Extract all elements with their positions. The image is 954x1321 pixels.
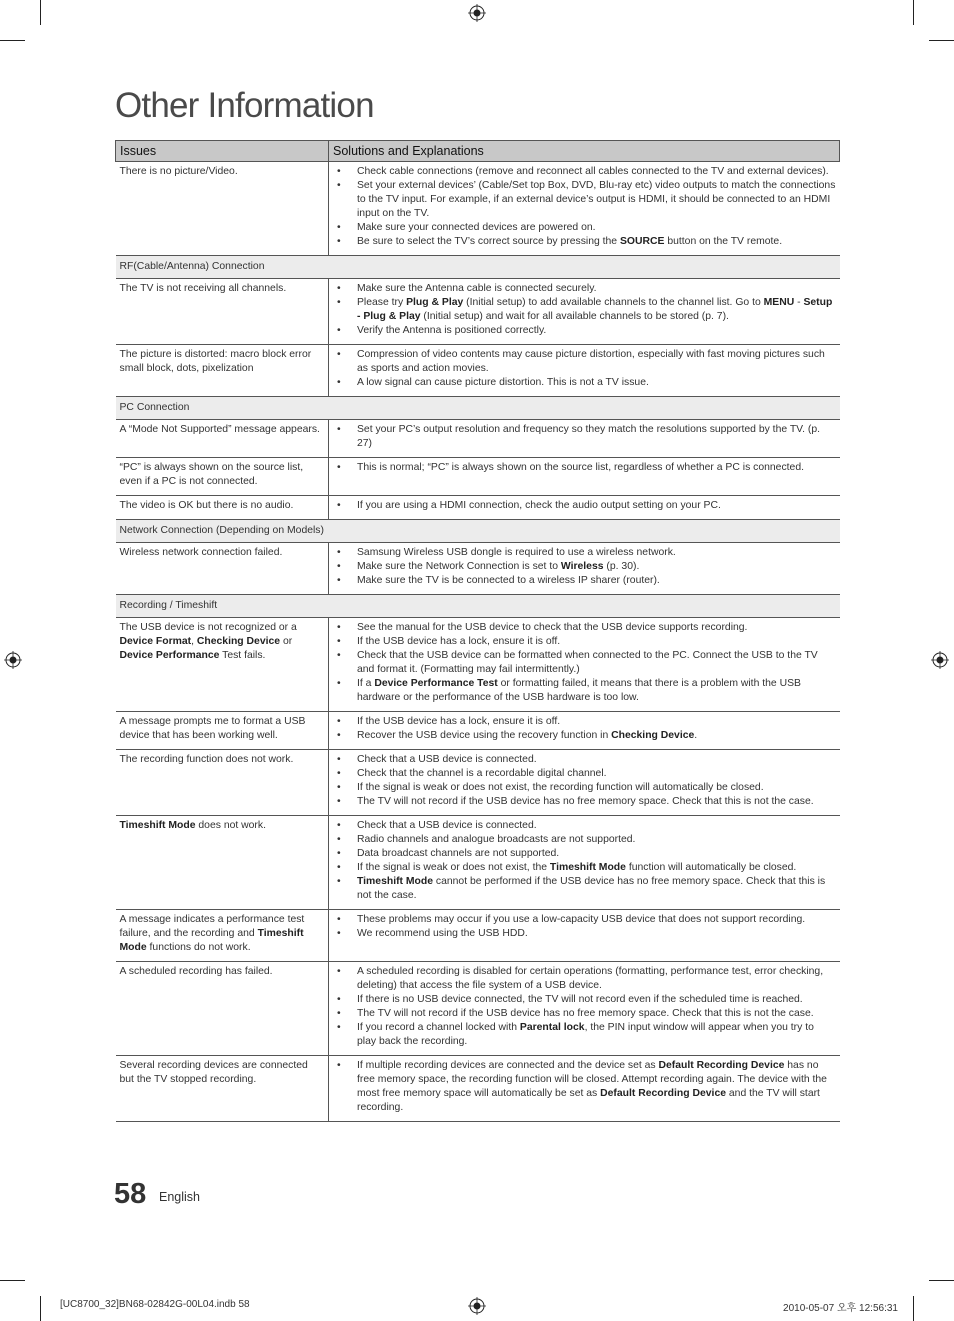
- text-span: Radio channels and analogue broadcasts are not supported.: [357, 834, 636, 845]
- bullet-icon: •: [337, 650, 341, 661]
- list-item: [337, 1021, 836, 1049]
- page-title: Other Information: [115, 86, 374, 125]
- table-row: [116, 618, 840, 712]
- crop-mark: [0, 40, 25, 41]
- list-item: [337, 715, 836, 729]
- list-item: [337, 1059, 836, 1115]
- list-item: [337, 499, 836, 513]
- solutions-cell: [329, 279, 840, 345]
- bullet-icon: •: [337, 1060, 341, 1071]
- bold-text: Wireless: [560, 561, 604, 572]
- text-span: A scheduled recording is disabled for certain operations (formatting, performance test, error checking, deleting) that access the file system of a USB device.: [357, 966, 824, 991]
- text-span: Set your PC’s output resolution and frequency so they match the resolutions supported by the TV. (p. 27): [357, 424, 821, 449]
- list-item: [337, 965, 836, 993]
- bold-text: SOURCE: [619, 236, 665, 247]
- table-row: [116, 962, 840, 1056]
- bold-text: Default Recording Device: [658, 1060, 785, 1071]
- solutions-list: [333, 965, 836, 1049]
- list-item: [337, 729, 836, 743]
- solutions-list: [333, 753, 836, 809]
- bold-text: Setup - Plug & Play: [357, 297, 833, 322]
- crop-mark: [913, 1296, 914, 1321]
- bullet-icon: •: [337, 862, 341, 873]
- section-header-row: [116, 595, 840, 618]
- solutions-list: [333, 546, 836, 588]
- list-item: [337, 423, 836, 451]
- crop-mark: [929, 1280, 954, 1281]
- bold-text: Timeshift Mode: [549, 862, 626, 873]
- text-span: (Initial setup) to add available channels to the channel list. Go to: [463, 297, 764, 308]
- text-span: -: [794, 297, 804, 308]
- bold-text: MENU: [763, 297, 795, 308]
- issue-cell: [116, 162, 329, 256]
- solutions-list: [333, 282, 836, 338]
- text-span: The video is OK but there is no audio.: [119, 500, 294, 511]
- bullet-icon: •: [337, 547, 341, 558]
- solutions-list: [333, 165, 836, 249]
- bold-text: Timeshift Mode: [119, 928, 304, 953]
- text-span: button on the TV remote.: [664, 236, 783, 247]
- text-span: Samsung Wireless USB dongle is required to use a wireless network.: [357, 547, 676, 558]
- solutions-cell: [329, 962, 840, 1056]
- issue-cell: [116, 750, 329, 816]
- text-span: Check that a USB device is connected.: [357, 820, 537, 831]
- bullet-icon: •: [337, 796, 341, 807]
- text-span: These problems may occur if you use a low-capacity USB device that does not support recording.: [357, 914, 806, 925]
- bold-text: Checking Device: [196, 636, 281, 647]
- section-title: Network Connection (Depending on Models): [116, 520, 840, 543]
- table-row: [116, 279, 840, 345]
- crop-mark: [40, 0, 41, 25]
- text-span: (p. 30).: [603, 561, 640, 572]
- list-item: [337, 461, 836, 475]
- text-span: If the signal is weak or does not exist, the recording function will automatically be closed.: [357, 782, 764, 793]
- bullet-icon: •: [337, 377, 341, 388]
- list-item: [337, 324, 836, 338]
- solutions-cell: [329, 458, 840, 496]
- text-span: Check cable connections (remove and reconnect all cables connected to the TV and external devices).: [357, 166, 829, 177]
- solutions-cell: [329, 816, 840, 910]
- table-row: [116, 345, 840, 397]
- text-span: functions do not work.: [146, 942, 251, 953]
- bullet-icon: •: [337, 768, 341, 779]
- text-span: Data broadcast channels are not supported.: [357, 848, 560, 859]
- list-item: [337, 348, 836, 376]
- list-item: [337, 927, 836, 941]
- bullet-icon: •: [337, 716, 341, 727]
- bullet-icon: •: [337, 166, 341, 177]
- section-title: PC Connection: [116, 397, 840, 420]
- bold-text: Device Performance Test: [374, 678, 498, 689]
- bullet-icon: •: [337, 500, 341, 511]
- text-span: A “Mode Not Supported” message appears.: [119, 424, 320, 435]
- registration-mark-icon: [931, 651, 949, 669]
- registration-mark-icon: [468, 4, 486, 22]
- bold-text: Plug & Play: [406, 297, 464, 308]
- bullet-icon: •: [337, 180, 341, 191]
- bold-text: Timeshift Mode: [119, 820, 196, 831]
- bold-text: Timeshift Mode: [357, 876, 434, 887]
- bullet-icon: •: [337, 876, 341, 887]
- table-body: [116, 162, 840, 1122]
- list-item: [337, 165, 836, 179]
- bullet-icon: •: [337, 222, 341, 233]
- column-header-issues: Issues: [116, 141, 329, 162]
- issue-cell: [116, 345, 329, 397]
- list-item: [337, 621, 836, 635]
- text-span: If the signal is weak or does not exist, the: [357, 862, 550, 873]
- text-span: Make sure your connected devices are powered on.: [357, 222, 596, 233]
- text-span: If there is no USB device connected, the TV will not record even if the scheduled time is reached.: [357, 994, 803, 1005]
- text-span: Several recording devices are connected but the TV stopped recording.: [119, 1060, 308, 1085]
- table-row: [116, 162, 840, 256]
- table-row: [116, 420, 840, 458]
- table-row: [116, 816, 840, 910]
- crop-mark: [929, 40, 954, 41]
- bullet-icon: •: [337, 283, 341, 294]
- issue-cell: [116, 816, 329, 910]
- crop-mark: [40, 1296, 41, 1321]
- text-span: The picture is distorted: macro block error small block, dots, pixelization: [119, 349, 312, 374]
- solutions-list: [333, 715, 836, 743]
- bold-text: Device Performance: [119, 650, 220, 661]
- solutions-cell: [329, 543, 840, 595]
- text-span: There is no picture/Video.: [119, 166, 238, 177]
- text-span: See the manual for the USB device to check that the USB device supports recording.: [357, 622, 748, 633]
- text-span: Recover the USB device using the recovery function in: [357, 730, 612, 741]
- solutions-cell: [329, 496, 840, 520]
- bullet-icon: •: [337, 236, 341, 247]
- bullet-icon: •: [337, 678, 341, 689]
- section-header-row: [116, 397, 840, 420]
- bullet-icon: •: [337, 622, 341, 633]
- text-span: The TV is not receiving all channels.: [119, 283, 287, 294]
- bold-text: Parental lock: [519, 1022, 585, 1033]
- bold-text: Device Format: [119, 636, 192, 647]
- list-item: [337, 913, 836, 927]
- list-item: [337, 847, 836, 861]
- text-span: If you record a channel locked with: [357, 1022, 520, 1033]
- text-span: A message indicates a performance test failure, and the recording and: [119, 914, 305, 939]
- list-item: [337, 1007, 836, 1021]
- bullet-icon: •: [337, 575, 341, 586]
- text-span: cannot be performed if the USB device has no free memory space. Check that this is not the case.: [357, 876, 826, 901]
- text-span: Wireless network connection failed.: [119, 547, 283, 558]
- table-row: [116, 910, 840, 962]
- text-span: Check that the channel is a recordable digital channel.: [357, 768, 607, 779]
- table-row: [116, 750, 840, 816]
- text-span: Please try: [357, 297, 407, 308]
- text-span: or: [280, 636, 293, 647]
- solutions-cell: [329, 618, 840, 712]
- list-item: [337, 875, 836, 903]
- solutions-cell: [329, 420, 840, 458]
- bullet-icon: •: [337, 297, 341, 308]
- crop-mark: [913, 0, 914, 25]
- bullet-icon: •: [337, 848, 341, 859]
- bullet-icon: •: [337, 1008, 341, 1019]
- crop-mark: [0, 1280, 25, 1281]
- list-item: [337, 781, 836, 795]
- bullet-icon: •: [337, 914, 341, 925]
- list-item: [337, 376, 836, 390]
- solutions-cell: [329, 162, 840, 256]
- footer-file-info: [UC8700_32]BN68-02842G-00L04.indb 58: [60, 1299, 250, 1310]
- list-item: [337, 282, 836, 296]
- text-span: Make sure the TV is be connected to a wireless IP sharer (router).: [357, 575, 660, 586]
- text-span: does not work.: [195, 820, 266, 831]
- list-item: [337, 560, 836, 574]
- solutions-list: [333, 423, 836, 451]
- solutions-cell: [329, 910, 840, 962]
- bullet-icon: •: [337, 325, 341, 336]
- bullet-icon: •: [337, 834, 341, 845]
- issue-cell: [116, 1056, 329, 1122]
- bold-text: Default Recording Device: [600, 1088, 726, 1099]
- text-span: (Initial setup) and wait for all available channels to be stored (p. 7).: [420, 311, 729, 322]
- solutions-cell: [329, 750, 840, 816]
- issue-cell: [116, 712, 329, 750]
- page-language: English: [159, 1190, 200, 1204]
- text-span: The TV will not record if the USB device has no free memory space. Check that this is not the case.: [357, 796, 814, 807]
- text-span: The USB device is not recognized or a: [119, 622, 297, 633]
- registration-mark-icon: [468, 1297, 486, 1315]
- text-span: Be sure to select the TV’s correct source by pressing the: [357, 236, 620, 247]
- list-item: [337, 649, 836, 677]
- text-span: Make sure the Antenna cable is connected securely.: [357, 283, 597, 294]
- solutions-list: [333, 461, 836, 475]
- bullet-icon: •: [337, 730, 341, 741]
- table-row: [116, 1056, 840, 1122]
- solutions-list: [333, 621, 836, 705]
- text-span: The TV will not record if the USB device has no free memory space. Check that this is not the case.: [357, 1008, 814, 1019]
- section-header-row: [116, 520, 840, 543]
- bullet-icon: •: [337, 424, 341, 435]
- column-header-solutions: Solutions and Explanations: [329, 141, 840, 162]
- list-item: [337, 635, 836, 649]
- solutions-cell: [329, 1056, 840, 1122]
- list-item: [337, 574, 836, 588]
- solutions-list: [333, 819, 836, 903]
- text-span: .: [694, 730, 698, 741]
- text-span: and the TV will start recording.: [357, 1088, 820, 1113]
- table-row: [116, 458, 840, 496]
- solutions-list: [333, 348, 836, 390]
- section-header-row: [116, 256, 840, 279]
- list-item: [337, 677, 836, 705]
- issue-cell: [116, 279, 329, 345]
- solutions-list: [333, 1059, 836, 1115]
- text-span: A message prompts me to format a USB device that has been working well.: [119, 716, 306, 741]
- issue-cell: [116, 618, 329, 712]
- text-span: Test fails.: [219, 650, 266, 661]
- text-span: If the USB device has a lock, ensure it is off.: [357, 636, 561, 647]
- list-item: [337, 179, 836, 221]
- text-span: Compression of video contents may cause picture distortion, especially with fast moving pictures such as sports and action movies.: [357, 349, 825, 374]
- issue-cell: [116, 496, 329, 520]
- list-item: [337, 753, 836, 767]
- list-item: [337, 833, 836, 847]
- issue-cell: [116, 910, 329, 962]
- bullet-icon: •: [337, 928, 341, 939]
- registration-mark-icon: [4, 651, 22, 669]
- table-header-row: [116, 141, 840, 162]
- issue-cell: [116, 458, 329, 496]
- bullet-icon: •: [337, 561, 341, 572]
- text-span: This is normal; “PC” is always shown on the source list, regardless of whether a PC is connected.: [357, 462, 804, 473]
- text-span: If a: [357, 678, 375, 689]
- list-item: [337, 546, 836, 560]
- text-span: or formatting failed, it means that there is a problem with the USB hardware or the performance of the USB hardware is too low.: [357, 678, 801, 703]
- bullet-icon: •: [337, 820, 341, 831]
- bullet-icon: •: [337, 636, 341, 647]
- list-item: [337, 861, 836, 875]
- list-item: [337, 819, 836, 833]
- list-item: [337, 795, 836, 809]
- bullet-icon: •: [337, 349, 341, 360]
- text-span: Set your external devices’ (Cable/Set top Box, DVD, Blu-ray etc) video outputs to match the connections to the TV input. For example, if an external device’s output is HDMI, it should be connected to an HDMI input on the TV.: [357, 180, 836, 219]
- text-span: If multiple recording devices are connected and the device set as: [357, 1060, 659, 1071]
- section-title: RF(Cable/Antenna) Connection: [116, 256, 840, 279]
- bullet-icon: •: [337, 754, 341, 765]
- bullet-icon: •: [337, 994, 341, 1005]
- solutions-cell: [329, 712, 840, 750]
- text-span: , the PIN input window will appear when you try to play back the recording.: [357, 1022, 814, 1047]
- footer-date-info: 2010-05-07 오후 12:56:31: [783, 1303, 898, 1314]
- text-span: has no free memory space, the recording function will be closed. Attempt recording again. The device with the most free memory space will automatically be set as: [357, 1060, 827, 1099]
- text-span: A scheduled recording has failed.: [119, 966, 273, 977]
- bold-text: Checking Device: [611, 730, 695, 741]
- list-item: [337, 767, 836, 781]
- list-item: [337, 235, 836, 249]
- text-span: function will automatically be closed.: [625, 862, 797, 873]
- text-span: The recording function does not work.: [119, 754, 294, 765]
- issue-cell: [116, 543, 329, 595]
- page-number: 58: [114, 1178, 147, 1210]
- troubleshooting-table: [115, 140, 840, 1122]
- text-span: ,: [191, 636, 197, 647]
- text-span: If you are using a HDMI connection, check the audio output setting on your PC.: [357, 500, 721, 511]
- text-span: Make sure the Network Connection is set to: [357, 561, 561, 572]
- text-span: Check that a USB device is connected.: [357, 754, 537, 765]
- text-span: “PC” is always shown on the source list, even if a PC is not connected.: [119, 462, 304, 487]
- list-item: [337, 221, 836, 235]
- table-row: [116, 496, 840, 520]
- table-row: [116, 543, 840, 595]
- bullet-icon: •: [337, 966, 341, 977]
- text-span: We recommend using the USB HDD.: [357, 928, 528, 939]
- solutions-list: [333, 499, 836, 513]
- list-item: [337, 993, 836, 1007]
- bullet-icon: •: [337, 462, 341, 473]
- issue-cell: [116, 962, 329, 1056]
- text-span: Check that the USB device can be formatted when connected to the PC. Connect the USB to the TV and format it. (Formatting may fail intermittently.): [357, 650, 818, 675]
- solutions-cell: [329, 345, 840, 397]
- bullet-icon: •: [337, 782, 341, 793]
- solutions-list: [333, 913, 836, 941]
- bullet-icon: •: [337, 1022, 341, 1033]
- text-span: Verify the Antenna is positioned correctly.: [357, 325, 547, 336]
- text-span: A low signal can cause picture distortion. This is not a TV issue.: [357, 377, 649, 388]
- list-item: [337, 296, 836, 324]
- issue-cell: [116, 420, 329, 458]
- table-row: [116, 712, 840, 750]
- section-title: Recording / Timeshift: [116, 595, 840, 618]
- text-span: If the USB device has a lock, ensure it is off.: [357, 716, 561, 727]
